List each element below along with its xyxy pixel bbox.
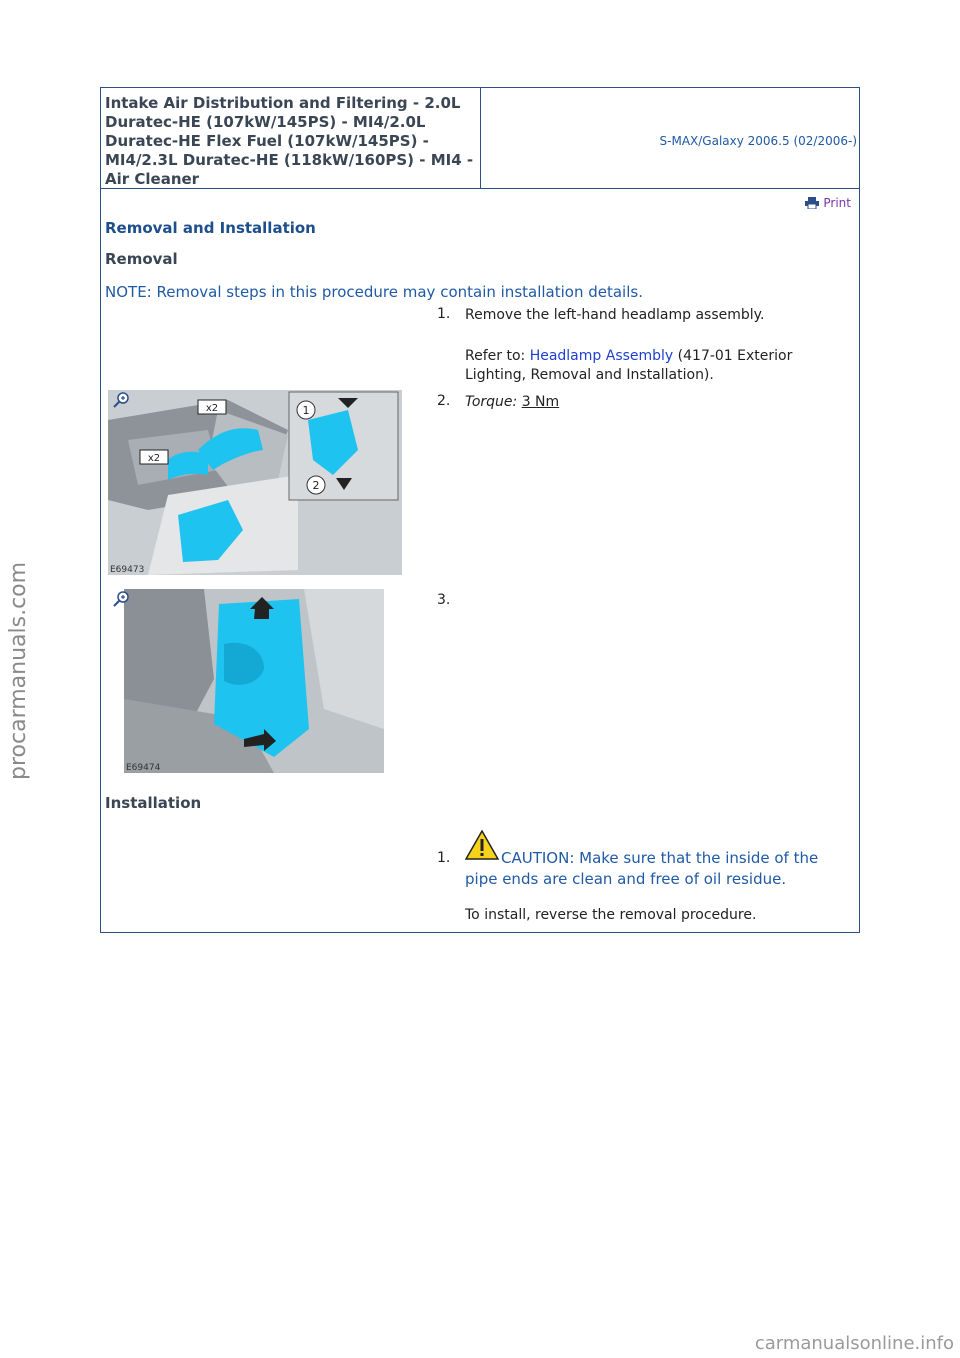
removal-step2-number: 2. (437, 393, 451, 409)
torque-value: 3 Nm (521, 394, 560, 410)
installation-step1-number: 1. (437, 850, 451, 866)
watermark-left: procarmanuals.com (6, 561, 31, 780)
watermark-bottom: carmanualsonline.info (754, 1333, 954, 1354)
multiplier-label-1: x2 (205, 403, 219, 414)
removal-note: NOTE: Removal steps in this procedure may contain installation details. (105, 283, 643, 301)
page-title: Intake Air Distribution and Filtering - 2.0L Duratec-HE (107kW/145PS) - MI4/2.0L Duratec-HE Flex Fuel (107kW/145PS) - MI4/2.3L Duratec-HE (118kW/160PS) - MI4 - Air Cleaner (105, 94, 474, 188)
headlamp-assembly-link[interactable]: Headlamp Assembly (529, 348, 674, 364)
engine-bay-illustration-1 (108, 390, 402, 575)
refer-suffix: (417-01 Exterior Lighting, Removal and Installation). (465, 348, 793, 383)
installation-step1-text: To install, reverse the removal procedure. (465, 907, 757, 923)
engine-bay-illustration-2 (124, 589, 384, 773)
removal-step1-number: 1. (437, 306, 451, 322)
figure-code-2: E69474 (126, 763, 161, 773)
document-frame (100, 87, 860, 933)
removal-heading: Removal (105, 250, 178, 268)
section-title: Removal and Installation (105, 219, 316, 237)
refer-prefix: Refer to: (465, 348, 530, 364)
removal-step3-number: 3. (437, 592, 451, 608)
figure-e69473[interactable] (108, 390, 402, 575)
figure-code-1: E69473 (110, 565, 145, 575)
header-row (101, 88, 859, 189)
removal-step1-text: Remove the left-hand headlamp assembly. (465, 307, 765, 323)
zoom-icon-2[interactable] (113, 591, 129, 607)
figure-e69474[interactable] (124, 589, 384, 773)
model-label: S-MAX/Galaxy 2006.5 (02/2006-) (659, 134, 857, 148)
installation-caution: CAUTION: Make sure that the inside of the pipe ends are clean and free of oil residue. (465, 849, 819, 888)
installation-heading: Installation (105, 794, 202, 812)
removal-step1-refer (465, 347, 845, 385)
printer-icon (805, 197, 819, 209)
print-button[interactable] (805, 196, 851, 210)
zoom-icon-1[interactable] (113, 392, 129, 408)
torque-label: Torque: (465, 394, 518, 410)
callout-2: 2 (312, 479, 320, 492)
print-label: Print (823, 196, 851, 210)
callout-1: 1 (302, 404, 310, 417)
multiplier-label-2: x2 (147, 453, 161, 464)
removal-step2-torque (465, 393, 845, 412)
